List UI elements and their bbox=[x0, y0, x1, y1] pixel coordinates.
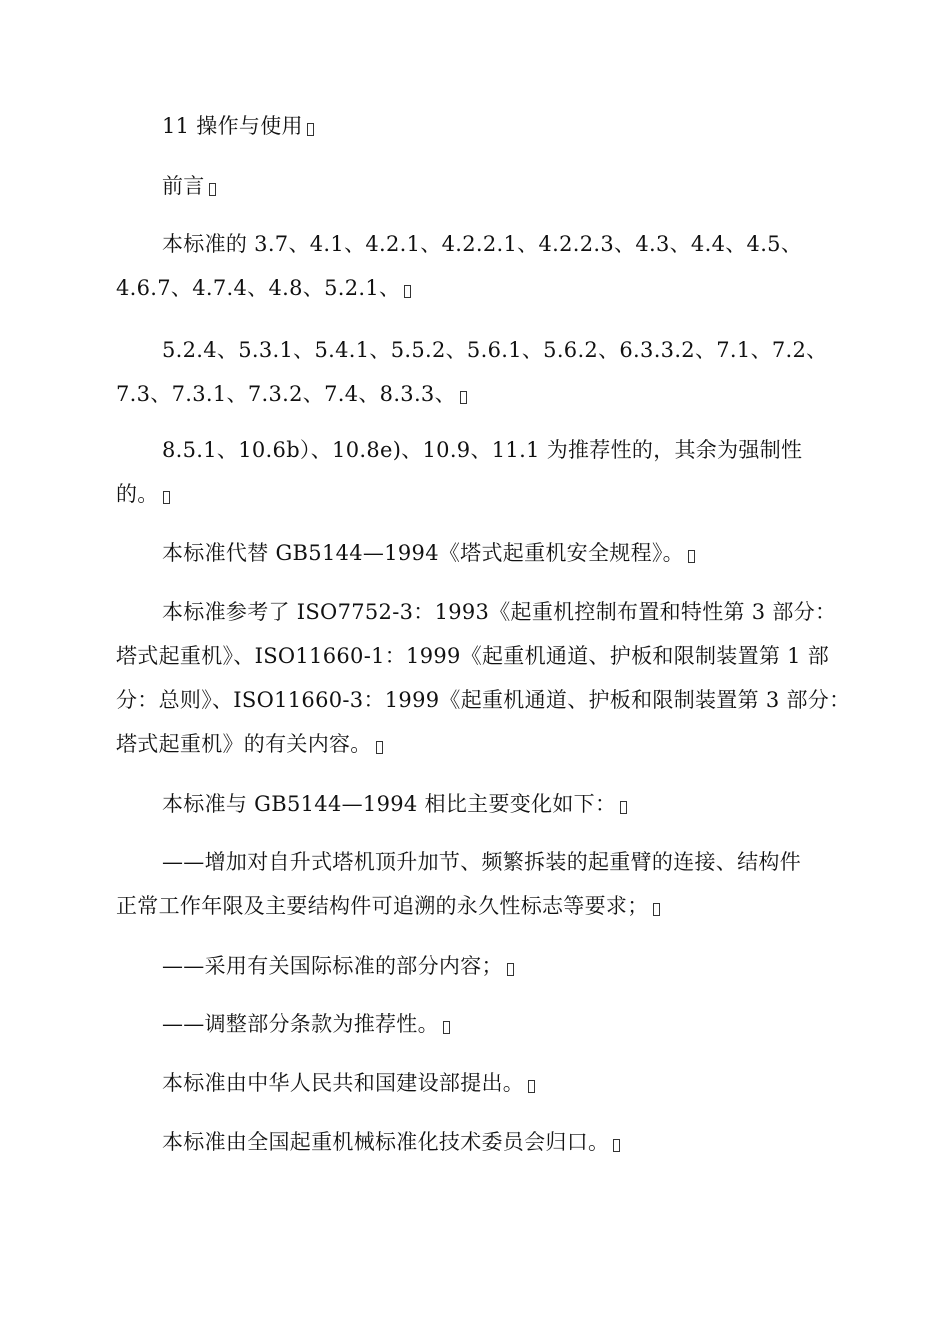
references-paragraph: 本标准参考了 ISO7752-3：1993《起重机控制布置和特性第 3 部分： 塔式起重机》、ISO11660-1：1999《起重机通道、护板和限制装置第 1 部 分：总则》、ISO11660-3：1999《起重机通道、护板和限制装置第 3 部分： 塔式起重机》的有关内容。 bbox=[116, 600, 851, 756]
change-item-3: ——调整部分条款为推荐性。 bbox=[116, 1002, 856, 1046]
paragraph-end-mark bbox=[507, 963, 514, 976]
proposed-by-paragraph: 本标准由中华人民共和国建设部提出。 bbox=[116, 1061, 856, 1105]
paragraph-end-mark bbox=[653, 903, 660, 916]
paragraph-end-mark bbox=[460, 391, 467, 404]
replaces-standard-paragraph: 本标准代替 GB5144—1994《塔式起重机安全规程》。 bbox=[116, 531, 856, 575]
paragraph-end-mark bbox=[404, 285, 411, 298]
section-heading-operation-use: 11 操作与使用 bbox=[116, 104, 856, 148]
paragraph-end-mark bbox=[307, 123, 314, 136]
recommended-clauses-paragraph-1: 本标准的 3.7、4.1、4.2.1、4.2.2.1、4.2.2.3、4.3、4.4、4.5、 4.6.7、4.7.4、4.8、5.2.1、 bbox=[116, 232, 803, 300]
paragraph-end-mark bbox=[209, 183, 216, 196]
paragraph-end-mark bbox=[528, 1080, 535, 1093]
paragraph-end-mark bbox=[376, 741, 383, 754]
change-item-1: ——增加对自升式塔机顶升加节、频繁拆装的起重臂的连接、结构件 正常工作年限及主要结构件可追溯的永久性标志等要求； bbox=[116, 850, 801, 918]
recommended-clauses-paragraph-2: 5.2.4、5.3.1、5.4.1、5.5.2、5.6.1、5.6.2、6.3.3.2、7.1、7.2、 7.3、7.3.1、7.3.2、7.4、8.3.3、 bbox=[116, 338, 828, 406]
recommended-clauses-paragraph-3: 8.5.1、10.6b）、10.8e)、10.9、11.1 为推荐性的，其余为强制性 的。 bbox=[116, 438, 803, 506]
paragraph-end-mark bbox=[688, 550, 695, 563]
change-item-2: ——采用有关国际标准的部分内容； bbox=[116, 944, 856, 988]
foreword-heading: 前言 bbox=[116, 164, 856, 208]
paragraph-end-mark bbox=[443, 1021, 450, 1034]
paragraph-end-mark bbox=[163, 491, 170, 504]
main-changes-intro: 本标准与 GB5144—1994 相比主要变化如下： bbox=[116, 782, 856, 826]
administered-by-paragraph: 本标准由全国起重机械标准化技术委员会归口。 bbox=[116, 1120, 856, 1164]
paragraph-end-mark bbox=[620, 801, 627, 814]
paragraph-end-mark bbox=[613, 1139, 620, 1152]
